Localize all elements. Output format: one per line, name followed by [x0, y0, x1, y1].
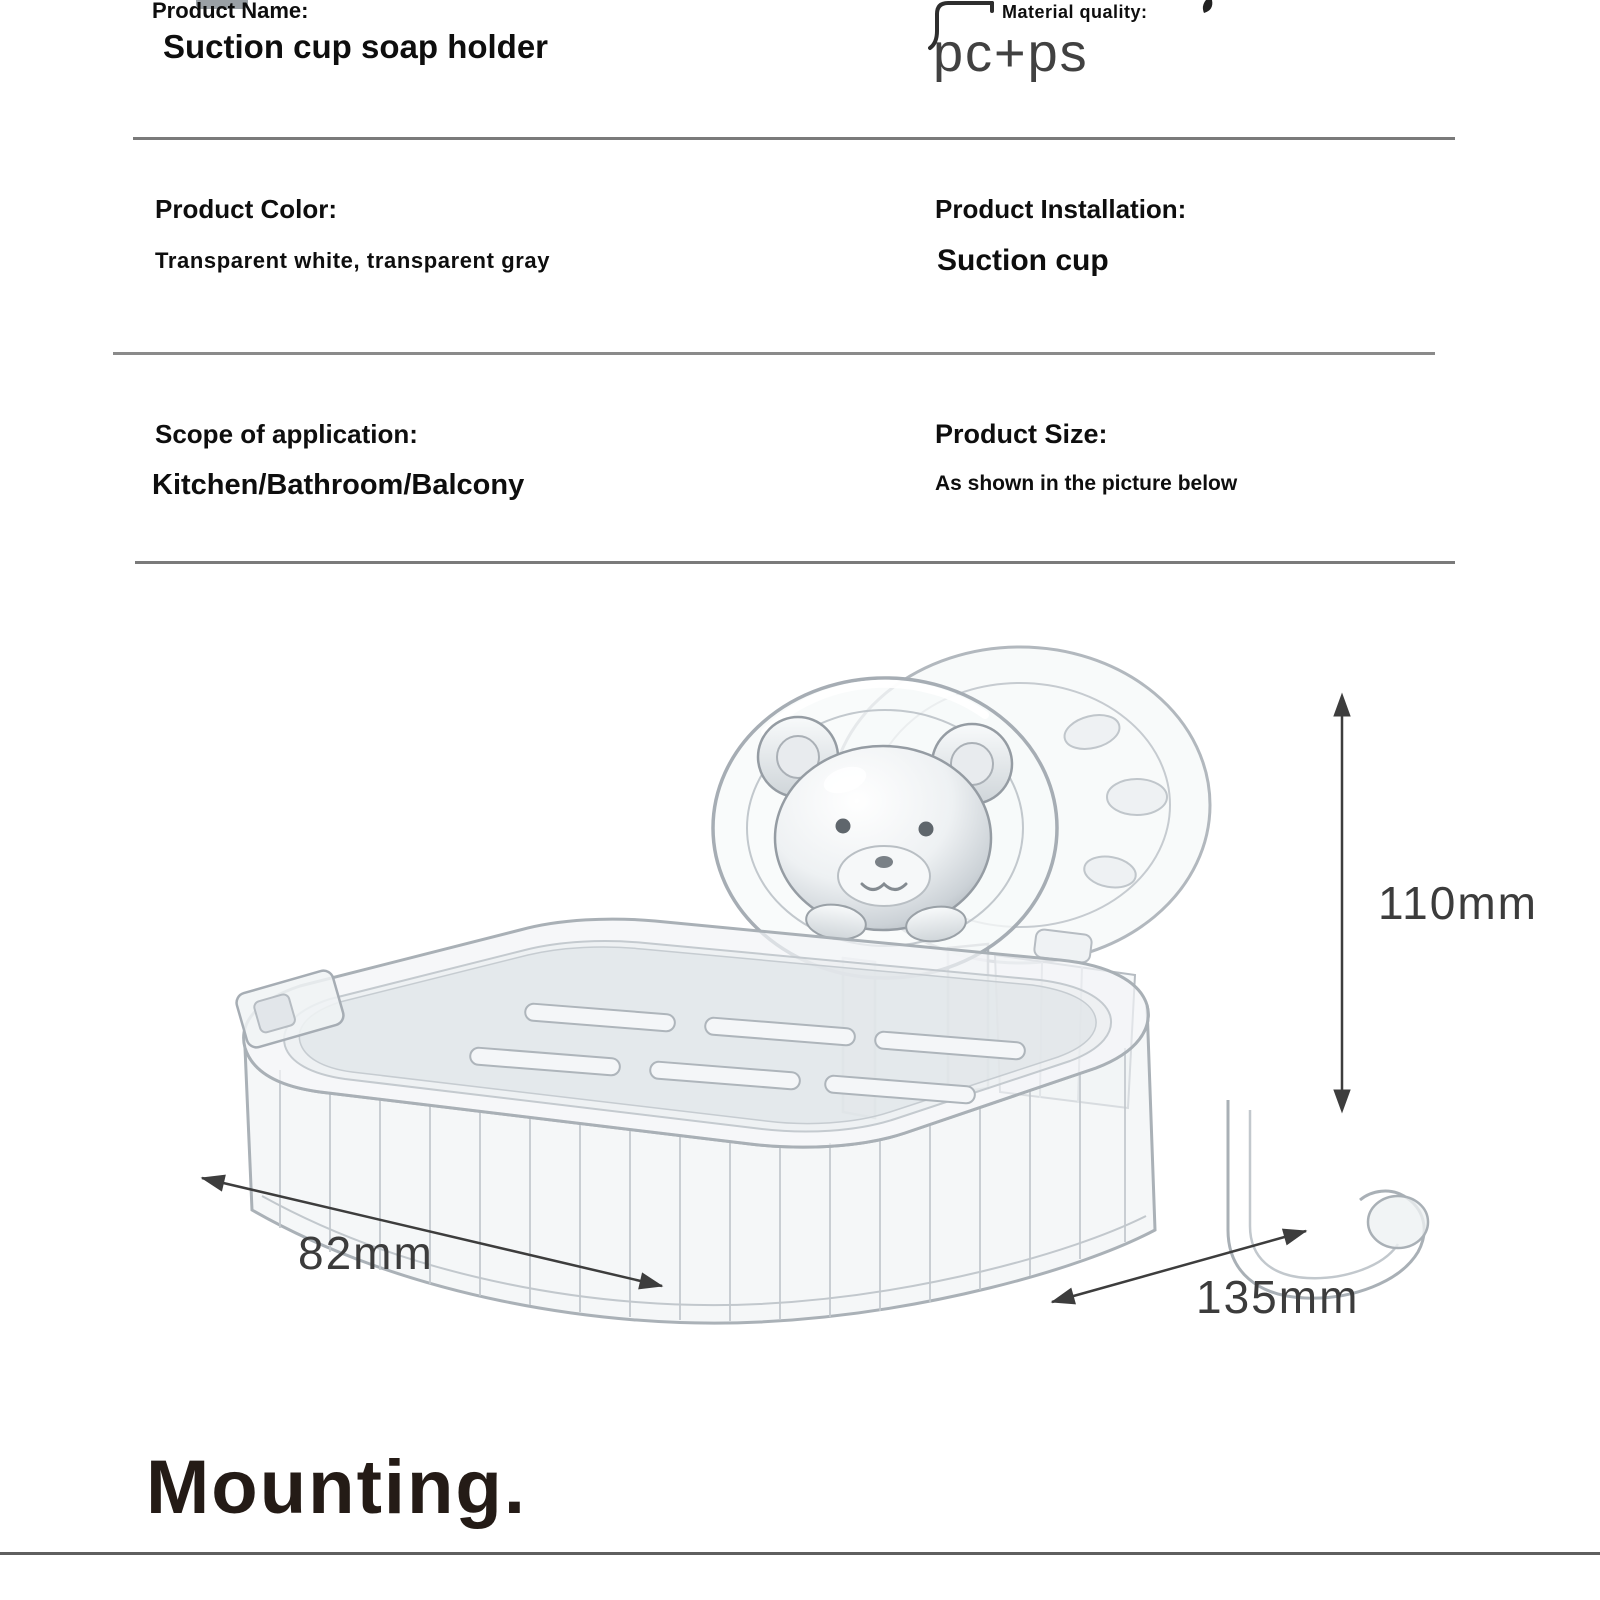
product-size-value: As shown in the picture below — [935, 472, 1238, 495]
divider-1 — [133, 137, 1455, 140]
scope-of-application-value: Kitchen/Bathroom/Balcony — [152, 469, 525, 501]
divider-4 — [0, 1552, 1600, 1555]
product-size-label: Product Size: — [935, 419, 1108, 449]
towel-hook — [1228, 1100, 1428, 1298]
product-illustration — [0, 620, 1600, 1360]
height-dimension-line — [1334, 694, 1350, 1112]
section-heading: Mounting. — [146, 1445, 527, 1530]
product-name-value: Suction cup soap holder — [163, 28, 549, 65]
product-color-label: Product Color: — [155, 194, 337, 224]
material-quality-value: pc+ps — [933, 23, 1089, 83]
product-installation-value: Suction cup — [937, 244, 1109, 277]
product-installation-label: Product Installation: — [935, 194, 1187, 224]
cutoff-mark — [1200, 0, 1216, 16]
height-dimension-label: 110mm — [1378, 877, 1538, 929]
product-name-label: Product Name: — [152, 0, 309, 23]
product-color-value: Transparent white, transparent gray — [155, 248, 551, 273]
divider-2 — [113, 352, 1435, 355]
material-quality-label: Material quality: — [1002, 2, 1148, 22]
depth-dimension-label: 135mm — [1196, 1271, 1360, 1323]
scope-of-application-label: Scope of application: — [155, 419, 418, 449]
divider-3 — [135, 561, 1455, 564]
width-dimension-label: 82mm — [298, 1227, 434, 1279]
